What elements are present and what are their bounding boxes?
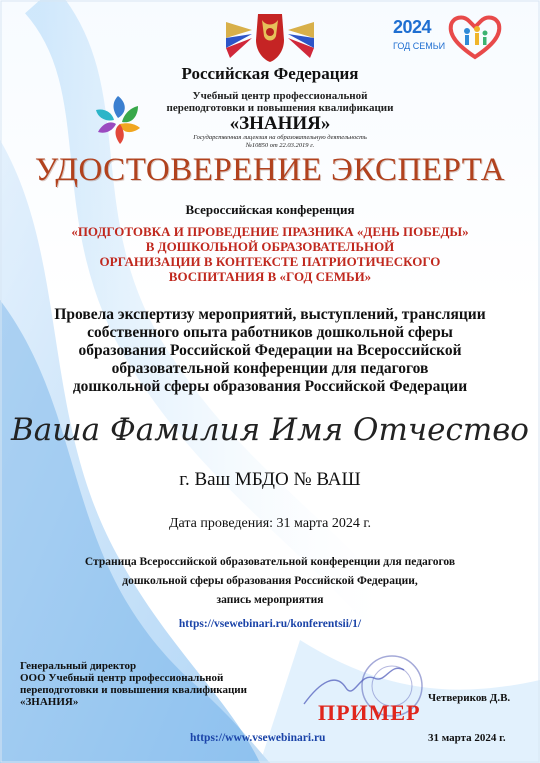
topic-line: «ПОДГОТОВКА И ПРОВЕДЕНИЕ ПРАЗНИКА «ДЕНЬ ПОБЕДЫ» bbox=[71, 224, 469, 239]
logo-caption: ГОД СЕМЬИ bbox=[393, 41, 446, 51]
conference-label: Всероссийская конференция bbox=[185, 202, 355, 217]
recipient-place: г. Ваш МБДО № ВАШ bbox=[179, 469, 361, 490]
conference-topic bbox=[40, 224, 500, 284]
page-info-line: дошкольной сферы образования Российской Федерации, bbox=[122, 575, 418, 587]
topic-line: В ДОШКОЛЬНОЙ ОБРАЗОВАТЕЛЬНОЙ bbox=[145, 239, 395, 254]
body-line: Провела экспертизу мероприятий, выступлений, трансляции bbox=[54, 306, 486, 323]
event-date: Дата проведения: 31 марта 2024 г. bbox=[168, 516, 372, 531]
issue-date: 31 марта 2024 г. bbox=[428, 732, 506, 744]
body-line: собственного опыта работников дошкольной сферы bbox=[87, 324, 453, 341]
director-line: ООО Учебный центр профессиональной bbox=[20, 672, 224, 684]
page-info-line: Страница Всероссийской образовательной конференции для педагогов bbox=[84, 556, 456, 568]
license-line-1: Государственная лицензия на образовательную деятельность bbox=[193, 134, 367, 141]
body-line: дошкольной сферы образования Российской Федерации bbox=[72, 378, 468, 395]
director-line: переподготовки и повышения квалификации bbox=[20, 684, 247, 696]
license-line-2: №10850 от 22.03.2019 г. bbox=[245, 142, 315, 149]
body-line: образования Российской Федерации на Всероссийской bbox=[78, 342, 462, 359]
director-line: Генеральный директор bbox=[20, 660, 137, 672]
director-block bbox=[20, 660, 300, 708]
coat-of-arms-icon bbox=[226, 8, 314, 64]
conference-page-info bbox=[40, 553, 500, 610]
organization-line-1: Учебный центр профессиональной bbox=[192, 90, 368, 102]
topic-line: ВОСПИТАНИЯ В «ГОД СЕМЬИ» bbox=[168, 269, 372, 284]
website-link[interactable]: https://www.vsewebinari.ru bbox=[190, 732, 326, 744]
event-link[interactable]: https://vsewebinari.ru/konferentsii/1/ bbox=[178, 618, 362, 630]
country-heading: Российская Федерация bbox=[181, 64, 359, 83]
signer-name: Четвериков Д.В. bbox=[428, 692, 511, 704]
year-of-family-logo bbox=[385, 13, 503, 61]
page-info-line: запись мероприятия bbox=[216, 594, 324, 606]
body-line: образовательной конференции для педагогов bbox=[111, 360, 429, 377]
certificate-body bbox=[30, 306, 510, 396]
organization-name: «ЗНАНИЯ» bbox=[229, 113, 331, 134]
logo-year: 2024 bbox=[393, 17, 432, 37]
director-line: «ЗНАНИЯ» bbox=[20, 696, 79, 708]
family-heart-icon bbox=[447, 13, 503, 61]
organization-block bbox=[150, 90, 410, 150]
certificate-title: УДОСТОВЕРЕНИЕ ЭКСПЕРТА bbox=[34, 152, 506, 188]
topic-line: ОРГАНИЗАЦИИ В КОНТЕКСТЕ ПАТРИОТИЧЕСКОГО bbox=[99, 254, 441, 269]
organization-line-2: переподготовки и повышения квалификации bbox=[166, 102, 394, 114]
sample-watermark: ПРИМЕР bbox=[318, 700, 421, 725]
recipient-name: Ваша Фамилия Имя Отчество bbox=[11, 412, 529, 448]
organization-logo-icon bbox=[90, 92, 146, 148]
